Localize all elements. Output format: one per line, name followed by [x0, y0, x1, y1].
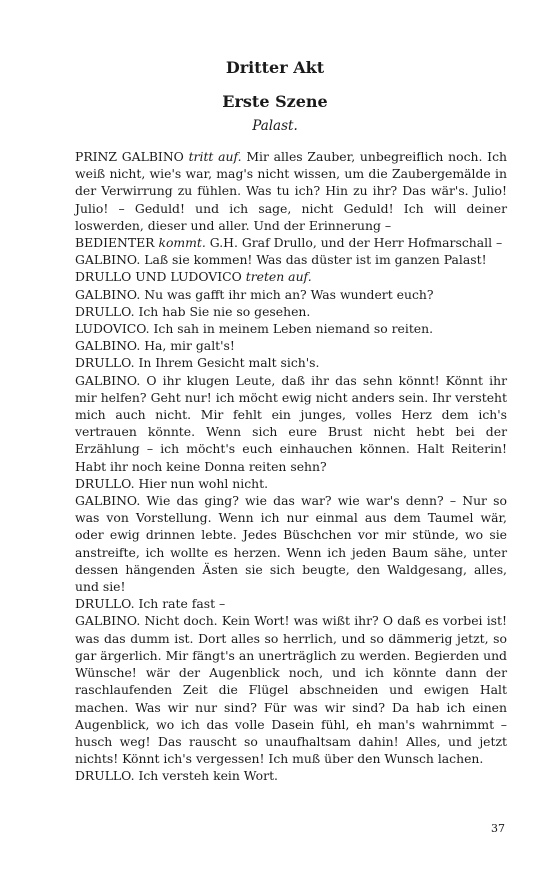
dialogue-text: G.H. Graf Drullo, und der Herr Hofmarschall –	[205, 235, 503, 251]
dialogue-text: DRULLO. Ich hab Sie nie so gesehen.	[75, 303, 311, 319]
page-number: 37	[491, 822, 505, 835]
dialogue-line	[75, 148, 507, 234]
dialogue-text: GALBINO. Wie das ging? wie das war? wie war's denn? – Nur so was von Vorstellung. Wenn ich nur einmal aus dem Taumel wär, oder ewig drinnen lebte. Jedes Büschchen vor mir stünde, wo sie anstreifte, ich wollte es herzen. Wenn ich jeden Baum sähe, unter dessen hängenden Ästen sie sich beugte, den Waldgesang, alles, und sie!	[75, 493, 507, 595]
dialogue-line	[75, 251, 507, 268]
play-text	[75, 148, 507, 785]
dialogue-text: GALBINO. Laß sie kommen! Was das düster ist im ganzen Palast!	[75, 252, 487, 268]
dialogue-line	[75, 234, 507, 251]
stage-direction: tritt auf.	[188, 149, 242, 164]
dialogue-line	[75, 337, 507, 354]
dialogue-text: GALBINO. Ha, mir galt's!	[75, 338, 235, 354]
speaker-name: PRINZ GALBINO	[75, 149, 189, 164]
dialogue-text: DRULLO. Hier nun wohl nicht.	[75, 475, 269, 491]
dialogue-line	[75, 595, 507, 612]
dialogue-text: Mir alles Zauber, unbegreiflich noch. Ich weiß nicht, wie's war, mag's nicht wissen, um die Zaubergemälde in der Verwirrung zu fühlen. Was tu ich? Hin zu ihr? Das wär's. Julio! Julio! – Geduld! und ich sage, nicht Geduld! Ich will deiner loswerden, dieser und aller. Und der Erinnerung –	[75, 149, 507, 233]
act-title: Dritter Akt	[225, 58, 325, 77]
dialogue-line	[75, 492, 507, 595]
speaker-name: DRULLO UND LUDOVICO	[75, 269, 246, 285]
dialogue-text: DRULLO. In Ihrem Gesicht malt sich's.	[75, 355, 320, 371]
dialogue-text: DRULLO. Ich rate fast –	[75, 596, 226, 612]
dialogue-text: GALBINO. Nu was gafft ihr mich an? Was wundert euch?	[75, 286, 434, 302]
dialogue-text: LUDOVICO. Ich sah in meinem Leben niemand so reiten.	[75, 321, 434, 337]
stage-location: Palast.	[252, 118, 298, 134]
dialogue-text: GALBINO. O ihr klugen Leute, daß ihr das sehn könnt! Könnt ihr mir helfen? Geht nur! ich möcht ewig nicht anders sein. Ihr versteht mich auch nicht. Mir fehlt ein junges, volles Herz dem ich's vertrauen könnte. Wenn sich eure Brust nicht hebt bei der Erzählung – ich möcht's euch einhauchen können. Halt Reiterin! Habt ihr noch keine Donna reiten sehn?	[75, 372, 507, 474]
dialogue-line	[75, 303, 507, 320]
dialogue-line	[75, 475, 507, 492]
dialogue-line	[75, 286, 507, 303]
stage-direction: treten auf.	[245, 269, 312, 285]
speaker-name: BEDIENTER	[75, 235, 159, 251]
scene-title: Erste Szene	[222, 92, 328, 111]
dialogue-line	[75, 268, 507, 285]
dialogue-text: DRULLO. Ich versteh kein Wort.	[75, 768, 278, 784]
dialogue-line	[75, 767, 507, 784]
dialogue-line	[75, 372, 507, 475]
dialogue-line	[75, 612, 507, 767]
dialogue-line	[75, 354, 507, 371]
stage-direction: kommt.	[158, 235, 206, 251]
dialogue-line	[75, 320, 507, 337]
dialogue-text: GALBINO. Nicht doch. Kein Wort! was wißt ihr? O daß es vorbei ist! was das dumm ist. Dort alles so herrlich, und so dämmerig jetzt, so gar ärgerlich. Mir fängt's an unerträglich zu werden. Begierden und Wünsche! wär der Augenblick noch, und ich könnte dann der raschlaufenden Zeit die Flügel abschneiden und ewigen Halt machen. Was wir nur sind? Für was wir sind? Da hab ich einen Augenblick, wo ich das volle Dasein fühl, eh man's wahrnimmt – husch weg! Das rauscht so unaufhaltsam dahin! Alles, und jetzt nichts! Könnt ich's vergessen! Ich muß über den Wunsch lachen.	[75, 613, 507, 767]
